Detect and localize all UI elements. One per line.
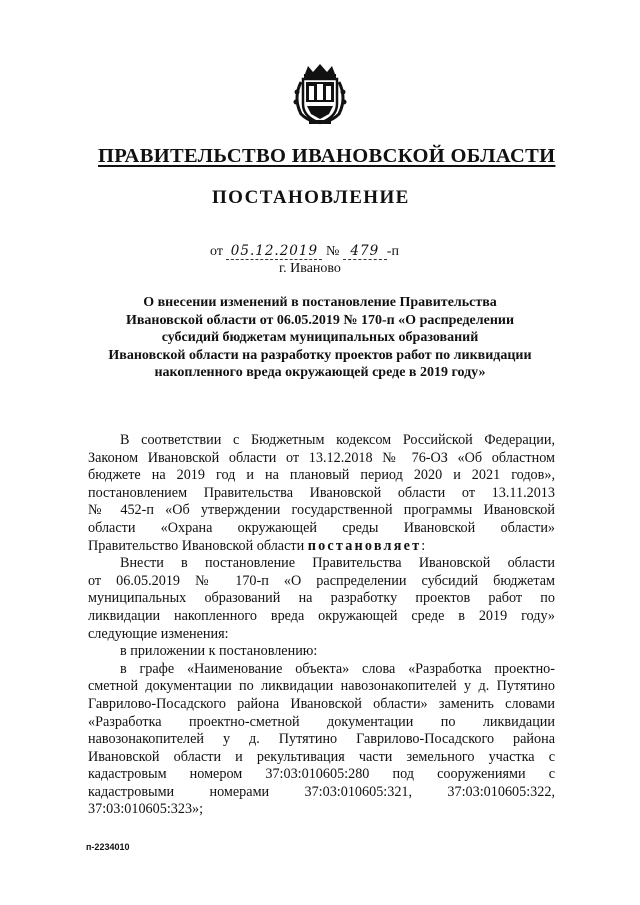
- subject-line: О внесении изменений в постановление Правительства: [143, 295, 497, 310]
- body-line: области «Охрана окружающей среды Ивановской области»: [88, 519, 555, 536]
- body-line: [88, 538, 555, 556]
- body-line: 37:03:010605:323»;: [88, 801, 204, 818]
- body-line: следующие изменения:: [88, 625, 229, 642]
- body-line: ликвидации накопленного вреда окружающей среде в 2019 году»: [88, 607, 555, 624]
- body-line: кадастровыми номерами 37:03:010605:321, 37:03:010605:322,: [88, 783, 555, 800]
- resolves-keyword: постановляет: [307, 537, 422, 554]
- body-text: Правительство Ивановской области: [88, 537, 308, 554]
- body-line: № 452-п «Об утверждении государственной программы Ивановской: [88, 502, 555, 519]
- body-line: муниципальных образований на разработку проектов работ по: [88, 590, 555, 607]
- body-line: «Разработка проектно-сметной документации по ликвидации: [88, 713, 555, 730]
- handwritten-date: 05.12.2019: [226, 243, 322, 260]
- number-sign: №: [325, 244, 340, 259]
- body-line: кадастровым номером 37:03:010605:280 под сооружениями с: [88, 766, 555, 783]
- date-number-line: [210, 243, 399, 260]
- body-line: в графе «Наименование объекта» слова «Разработка проектно-: [120, 660, 555, 677]
- government-title: ПРАВИТЕЛЬСТВО ИВАНОВСКОЙ ОБЛАСТИ: [98, 145, 556, 167]
- subject-line: Ивановской области от 06.05.2019 № 170-п «О распределении: [125, 312, 515, 328]
- body-line: постановлением Правительства Ивановской области от 13.11.2013: [88, 484, 555, 501]
- subject-line: Ивановской области на разработку проектов работ по ликвидации: [108, 347, 532, 363]
- resolution-subject: [90, 294, 550, 382]
- date-prefix: от: [210, 244, 223, 259]
- coat-of-arms-emblem-icon: [291, 62, 349, 126]
- city-line: г. Иваново: [279, 261, 341, 276]
- body-line: бюджете на 2019 год и на плановый период 2020 и 2021 годов»,: [88, 467, 555, 484]
- resolution-body: [88, 432, 555, 819]
- body-line: сметной документации по ликвидации навозонакопителей у д. Путятино: [88, 678, 555, 695]
- document-code: п-2234010: [86, 842, 130, 852]
- body-line: навозонакопителей у д. Путятино Гаврилово-Посадского района: [88, 731, 555, 748]
- body-line: от 06.05.2019 № 170-п «О распределении субсидий бюджетам: [88, 572, 555, 589]
- subject-line: накопленного вреда окружающей среде в 2019 году»: [154, 365, 486, 380]
- body-line: в приложении к постановлению:: [120, 643, 318, 660]
- handwritten-number: 479: [343, 243, 387, 260]
- body-line: Ивановской области и рекультивация части земельного участка с: [88, 748, 555, 765]
- subject-line: субсидий бюджетам муниципальных образований: [161, 330, 479, 345]
- body-line: В соответствии с Бюджетным кодексом Российской Федерации,: [120, 432, 555, 448]
- document-type-heading: ПОСТАНОВЛЕНИЕ: [212, 187, 410, 208]
- body-line: Внести в постановление Правительства Ивановской области: [120, 555, 555, 572]
- body-text: :: [421, 537, 426, 554]
- body-line: Гаврилово-Посадского района Ивановской области» заменить словами: [88, 695, 555, 712]
- body-line: Законом Ивановской области от 13.12.2018 № 76-ОЗ «Об областном: [88, 449, 555, 466]
- number-suffix: -п: [386, 244, 399, 259]
